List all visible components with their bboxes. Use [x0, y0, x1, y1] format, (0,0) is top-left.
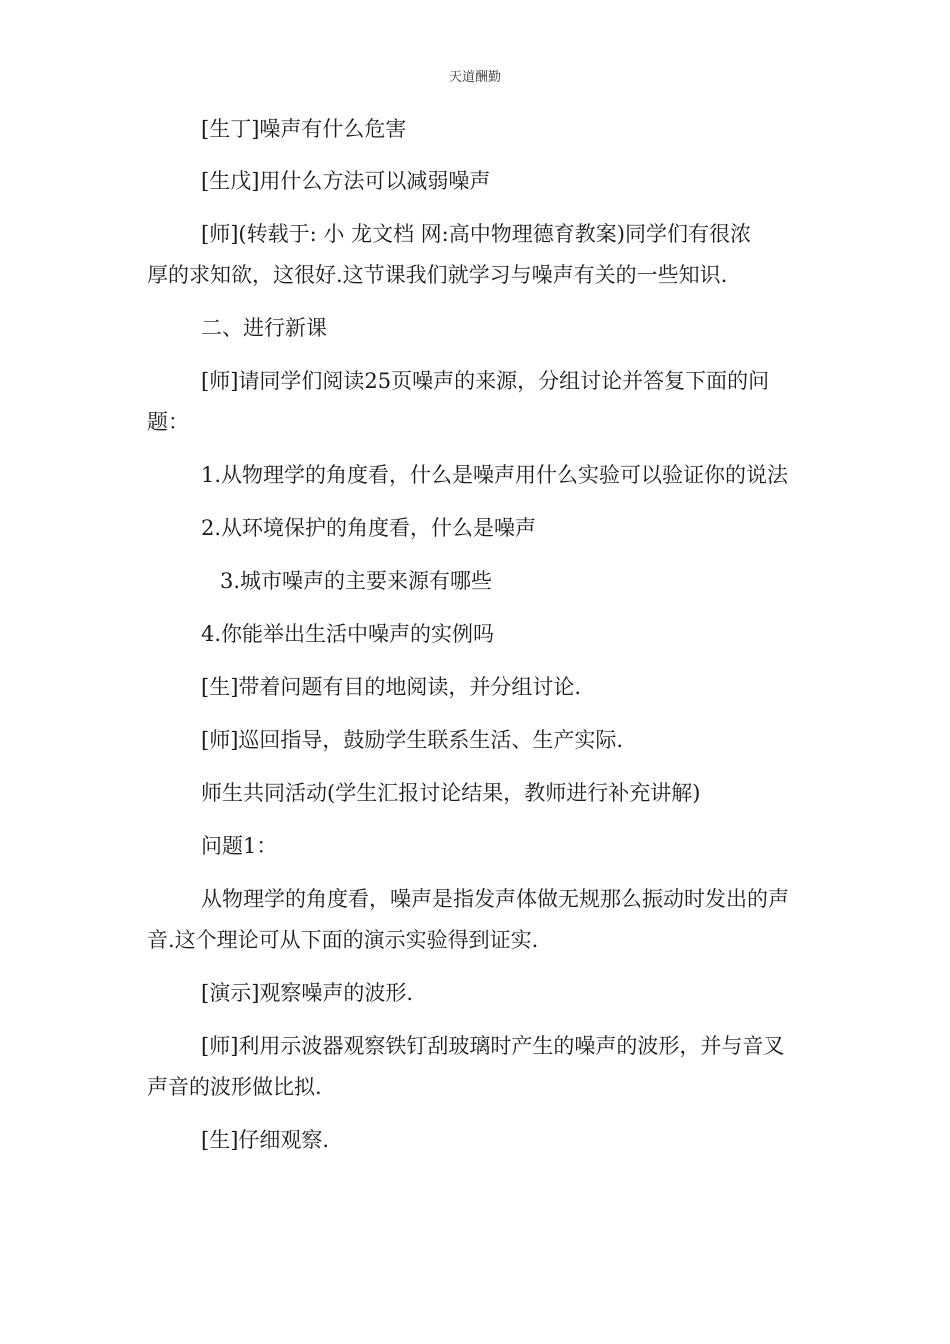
paragraph-question-1-label: 问题1： — [201, 834, 278, 858]
paragraph-physics-definition-line1: 从物理学的角度看，噪声是指发声体做无规那么振动时发出的声 — [201, 887, 789, 911]
paragraph-teacher-intro-line2: 厚的求知欲，这很好.这节课我们就学习与噪声有关的一些知识. — [147, 263, 728, 287]
paragraph-demo: [演示]观察噪声的波形. — [201, 981, 414, 1005]
paragraph-physics-definition-line2: 音.这个理论可从下面的演示实验得到证实. — [147, 928, 539, 952]
paragraph-sheng-wu: [生戊]用什么方法可以减弱噪声 — [201, 169, 491, 193]
paragraph-teacher-intro-line1: [师](转载于: 小 龙文档 网:高中物理德育教案)同学们有很浓 — [201, 222, 751, 246]
paragraph-student-reading: [生]带着问题有目的地阅读，并分组讨论. — [201, 675, 582, 699]
paragraph-student-observe: [生]仔细观察. — [201, 1128, 330, 1152]
question-item-4: 4.你能举出生活中噪声的实例吗 — [201, 622, 495, 646]
paragraph-teacher-reading-line2: 题： — [147, 410, 189, 434]
paragraph-joint-activity: 师生共同活动(学生汇报讨论结果，教师进行补充讲解) — [201, 781, 701, 805]
paragraph-sheng-ding: [生丁]噪声有什么危害 — [201, 117, 407, 141]
question-item-1: 1.从物理学的角度看，什么是噪声用什么实验可以验证你的说法 — [201, 463, 789, 487]
paragraph-teacher-oscilloscope-line1: [师]利用示波器观察铁钉刮玻璃时产生的噪声的波形，并与音叉 — [201, 1034, 785, 1058]
paragraph-teacher-guidance: [师]巡回指导，鼓励学生联系生活、生产实际. — [201, 728, 624, 752]
section-heading-new-lesson: 二、进行新课 — [201, 316, 327, 340]
paragraph-teacher-oscilloscope-line2: 声音的波形做比拟. — [147, 1075, 322, 1099]
question-item-3: 3.城市噪声的主要来源有哪些 — [220, 569, 493, 593]
question-item-2: 2.从环境保护的角度看，什么是噪声 — [201, 516, 537, 540]
paragraph-teacher-reading-line1: [师]请同学们阅读25页噪声的来源，分组讨论并答复下面的问 — [201, 369, 770, 393]
page-header: 天道酬勤 — [448, 70, 501, 85]
